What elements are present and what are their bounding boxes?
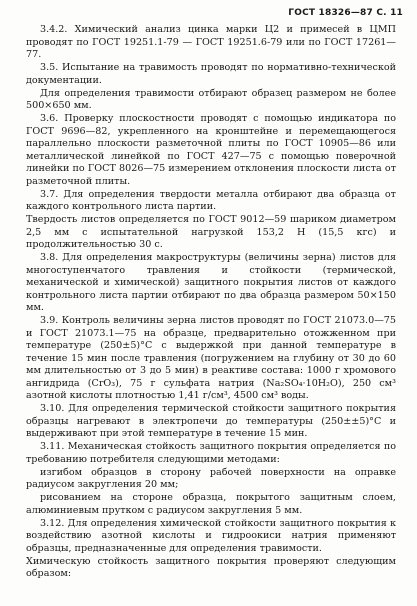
paragraph-3-7: 3.7. Для определения твердости металла отбирают два образца от каждого контрольного листа партии. [26, 188, 396, 212]
paragraph-3-6: 3.6. Проверку плоскостности проводят с помощью индикатора по ГОСТ 9696—82, укрепленного на кронштейне и перемещающегося параллельно плоскости разметочной плиты по ГОСТ 10905—86 или металлической линейкой по ГОСТ 427—75 с помощью поверочной линейки по ГОСТ 8026—75 измерением отклонения плоскости листа от разметочной плиты. [26, 113, 396, 187]
paragraph-3-5: 3.5. Испытание на травимость проводят по нормативно-технической документации. [26, 62, 396, 86]
paragraph-3-5-sample: Для определения травимости отбирают образец размером не более 500×650 мм. [26, 87, 396, 111]
paragraph-3-10: 3.10. Для определения термической стойкости защитного покрытия образцы нагревают в электропечи до температуры (250±±5)°С и выдерживают при этой температуре в течение 15 мин. [26, 403, 396, 439]
paragraph-3-9: 3.9. Контроль величины зерна листов проводят по ГОСТ 21073.0—75 и ГОСТ 21073.1—75 на образце, предварительно отожженном при температуре (250±5)°С с выдержкой при данной температуре в течение 15 мин после травления (погружением на глубину от 30 до 60 мм длительностью от 3 до 5 мин) в реактиве состава: 1000 г хромового ангидрида (CrO₃), 75 г сульфата натрия (Na₂SO₄·10H₂O), 250 см³ азотной кислоты плотностью 1,41 г/см³, 4500 см³ воды. [26, 315, 396, 401]
document-body [26, 24, 396, 581]
page-header: ГОСТ 18326—87 С. 11 [288, 8, 403, 18]
paragraph-3-11-method-1: изгибом образцов в сторону рабочей поверхности на оправке радиусом закругления 20 мм; [26, 466, 396, 490]
paragraph-3-11: 3.11. Механическая стойкость защитного покрытия определяется по требованию потребителя следующими методами: [26, 441, 396, 465]
paragraph-3-7-hardness: Твердость листов определяется по ГОСТ 9012—59 шариком диаметром 2,5 мм с испытательной нагрузкой 153,2 Н (15,5 кгс) и продолжительностью 30 с. [26, 214, 396, 250]
paragraph-3-12: 3.12. Для определения химической стойкости защитного покрытия к воздействию азотной кислоты и гидроокиси натрия применяют образцы, предназначенные для определения травимости. [26, 517, 396, 554]
paragraph-3-4-2: 3.4.2. Химический анализ цинка марки Ц2 и примесей в ЦМП проводят по ГОСТ 19251.1-79 — ГОСТ 19251.6-79 или по ГОСТ 17261—77. [26, 24, 396, 60]
paragraph-3-12-procedure: Химическую стойкость защитного покрытия проверяют следующим образом: [26, 555, 396, 579]
paragraph-3-11-method-2: рисованием на стороне образца, покрытого защитным слоем, алюминиевым прутком с радиусом закругления 5 мм. [26, 492, 396, 516]
paragraph-3-8: 3.8. Для определения макроструктуры (величины зерна) листов для многоступенчатого травления и стойкости (термической, механической и химической) защитного покрытия листов от каждого контрольного листа партии отбирают по два образца размером 50×150 мм. [26, 252, 396, 313]
